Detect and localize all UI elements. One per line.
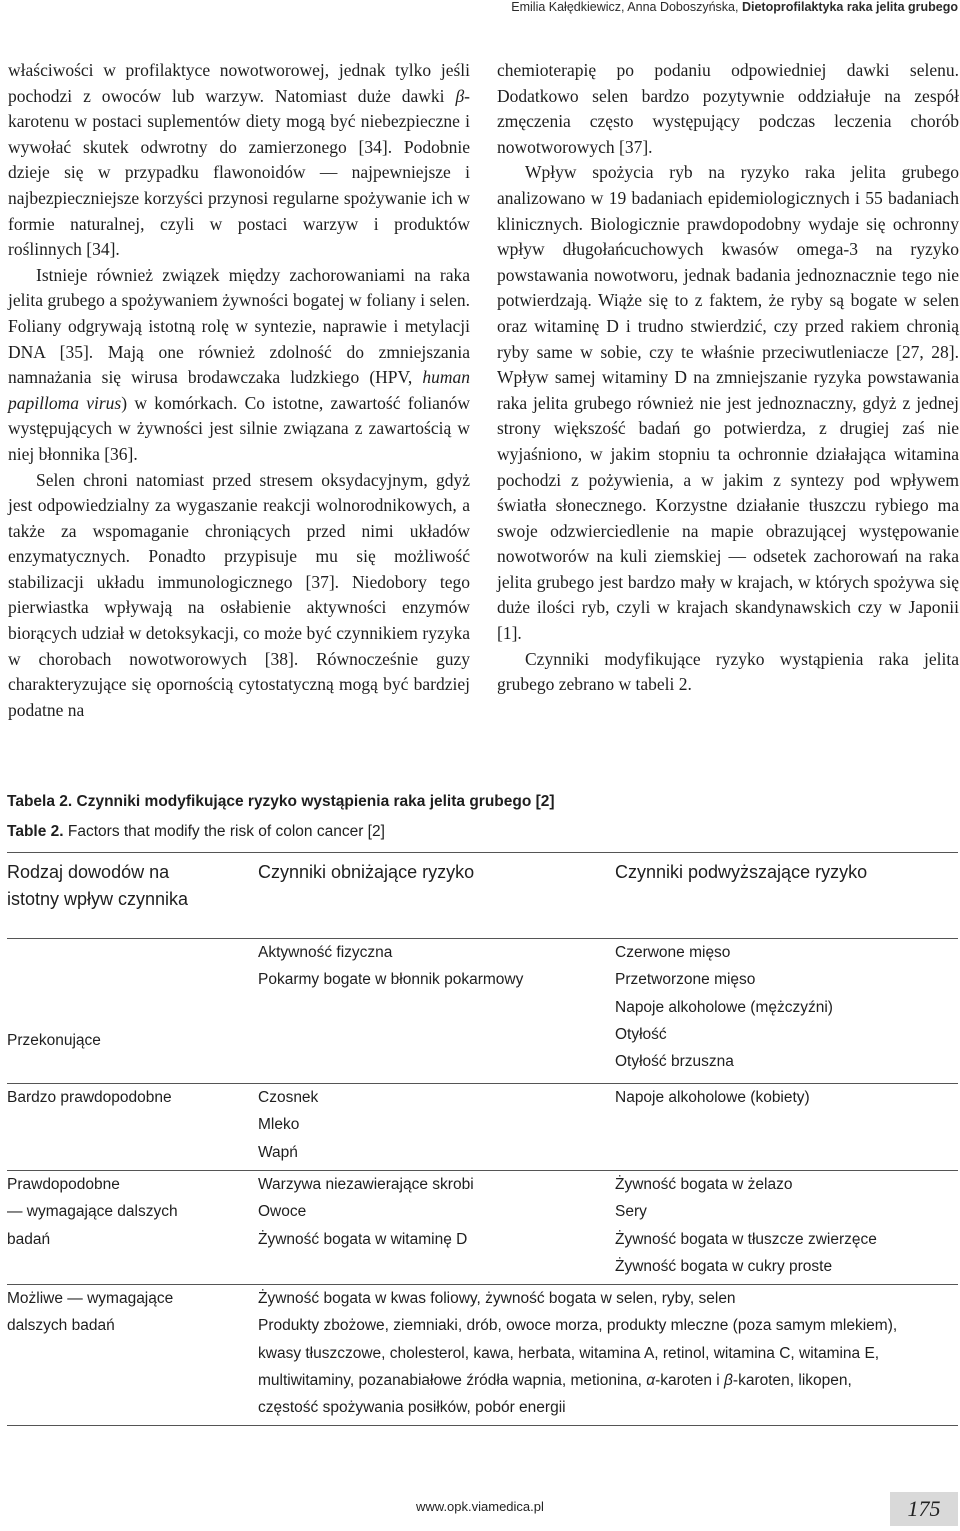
- table-row: [7, 939, 958, 1084]
- lowering-cell: Aktywność fizyczna Pokarmy bogate w błonnik pokarmowy: [258, 944, 524, 989]
- right-column: [497, 58, 959, 698]
- right-paragraph-2: Wpływ spożycia ryb na ryzyko raka jelita grubego analizowano w 19 badaniach epidemiologicznych i 55 badaniach klinicznych. Biologicznie prawdopodobny wydaje się ochronny wpływ długołańcuchowych kwasów omega-3 na ryzyko powstawania nowotworu, jednak badania jednoznacznie tego nie potwierdzają. Wiąże się to z faktem, że ryby są bogate w selen oraz witaminę D i trudno stwierdzić, czy przed rakiem chronią ryby same w sobie, czy te właśnie przeciwutleniacze [27, 28]. Wpływ samej witaminy D na zmniejszanie ryzyka powstawania raka jelita grubego również nie jest jednoznaczny, gdyż z jednej strony większość badań go potwierdza, z drugiej zaś nie wyjaśniono, w jakim stopniu ta ochronnie działająca witamina pochodzi z pożywienia, a w jakim z syntezy pod wpływem światła słonecznego. Korzystne działanie tłuszczu rybiego ma swoje odzwierciedlenie na mapie obrazującej występowanie nowotworów na kuli ziemskiej — odsetek zachorowań na raka jelita grubego jest bardzo mały w krajach, w których spożywa się duże ilości ryb, czyli w krajach skandynawskich czy w Japonii [1].: [497, 162, 959, 644]
- header-title: Dietoprofilaktyka raka jelita grubego: [741, 0, 958, 14]
- evidence-cell: Prawdopodobne — wymagające dalszych badań: [7, 1176, 178, 1248]
- right-paragraph-3: Czynniki modyfikujące ryzyko wystąpienia raka jelita grubego zebrano w tabeli 2.: [497, 648, 959, 695]
- raising-cell: Czerwone mięso Przetworzone mięso Napoje alkoholowe (mężczyźni) Otyłość Otyłość brzuszna: [615, 944, 833, 1071]
- right-paragraph-1: chemioterapię po podaniu odpowiedniej dawki selenu. Dodatkowo selen bardzo pozytywnie oddziałuje na zespół zmęczenia często występujący podczas leczenia chorób nowotworowych [37].: [497, 60, 959, 157]
- header-lowering: Czynniki obniżające ryzyko: [258, 862, 475, 882]
- running-header: [511, 0, 958, 20]
- evidence-cell: Przekonujące: [7, 1032, 101, 1049]
- left-paragraph-2: Istnieje również związek między zachorowaniami na raka jelita grubego a spożywaniem żywności bogatej w foliany i selen. Foliany odgrywają istotną rolę w syntezie, naprawie i metylacji DNA [35]. Mają one również zdolność do zmniejszania namnażania się wirusa brodawczaka ludzkiego (HPV, human papilloma virus) w komórkach. Co istotne, zawartość folianów występujących w żywności jest silnie związana z zawartością w niej błonnika [36].: [8, 264, 470, 464]
- evidence-cell: Bardzo prawdopodobne: [7, 1089, 172, 1106]
- footer-url: www.opk.viamedica.pl: [416, 1499, 544, 1514]
- header-raising: Czynniki podwyższające ryzyko: [615, 862, 868, 882]
- left-column: [8, 58, 470, 723]
- caption-en-text: Factors that modify the risk of colon cancer [2]: [67, 823, 385, 840]
- italic-virus-name: human papilloma virus: [8, 367, 470, 413]
- evidence-cell: Możliwe — wymagające dalszych badań: [7, 1290, 174, 1335]
- lowering-cell: Warzywa niezawierające skrobi Owoce Żywność bogata w witaminę D: [258, 1176, 474, 1248]
- table-caption-pl: [7, 793, 555, 811]
- left-paragraph-3: Selen chroni natomiast przed stresem oksydacyjnym, gdyż jest odpowiedzialny za wygaszanie reakcji wolnorodnikowych, a także za wspomaganie chroniących przed nimi układów enzymatycznych. Ponadto przypisuje mu się możliwość stabilizacji układu immunologicznego [37]. Niedobory tego pierwiastka wpływają na osłabienie aktywności enzymów biorących udział w detoksykacji, co może być czynnikiem ryzyka w chorobach nowotworowych [38]. Równocześnie guzy charakteryzujące się opornością cytostatyczną mogą być bardziej podatne na: [8, 469, 470, 720]
- header-authors: Emilia Kałędkiewicz, Anna Doboszyńska,: [511, 0, 739, 14]
- caption-pl-label: Tabela 2.: [7, 793, 73, 810]
- table-caption-en: [7, 823, 385, 841]
- table-row: [7, 1171, 958, 1285]
- caption-en-label: Table 2.: [7, 823, 64, 840]
- table-header: [7, 853, 958, 939]
- risk-factors-table: [7, 852, 958, 1426]
- table-row: [7, 1084, 958, 1171]
- combined-factors-cell: Żywność bogata w kwas foliowy, żywność bogata w selen, ryby, selen Produkty zbożowe, ziemniaki, drób, owoce morza, produkty mleczne (poza samym mlekiem), kwasy tłuszczowe, cholesterol, kawa, herbata, witamina A, retinol, witamina C, witamina E, multiwitaminy, pozanabiałowe źródła wapnia, metionina, α-karoten i β-karoten, likopen, częstość spożywania posiłków, pobór energii: [258, 1290, 898, 1417]
- table-row: [7, 1285, 958, 1425]
- raising-cell: Napoje alkoholowe (kobiety): [615, 1089, 810, 1106]
- alpha-symbol: α: [646, 1371, 656, 1389]
- lowering-cell: Czosnek Mleko Wapń: [258, 1089, 319, 1161]
- raising-cell: Żywność bogata w żelazo Sery Żywność bogata w tłuszcze zwierzęce Żywność bogata w cukry proste: [615, 1176, 877, 1275]
- beta-symbol: β: [724, 1371, 733, 1389]
- left-paragraph-1: właściwości w profilaktyce nowotworowej, jednak tylko jeśli pochodzi z owoców lub warzyw. Natomiast duże dawki β-karotenu w postaci suplementów diety mogą być niebezpieczne i wywołać skutek odwrotny do zamierzonego [34]. Podobnie dzieje się w przypadku flawonoidów — najpewniejsze i najbezpieczniejsze korzyści przynosi regularne spożywanie ich w formie naturalnej, czyli w postaci warzyw i produktów roślinnych [34].: [8, 60, 470, 260]
- beta-symbol: β: [455, 85, 465, 106]
- caption-pl-text: Czynniki modyfikujące ryzyko wystąpienia raka jelita grubego [2]: [76, 793, 555, 810]
- page-number: 175: [890, 1492, 958, 1526]
- header-evidence: Rodzaj dowodów na istotny wpływ czynnika: [7, 862, 189, 909]
